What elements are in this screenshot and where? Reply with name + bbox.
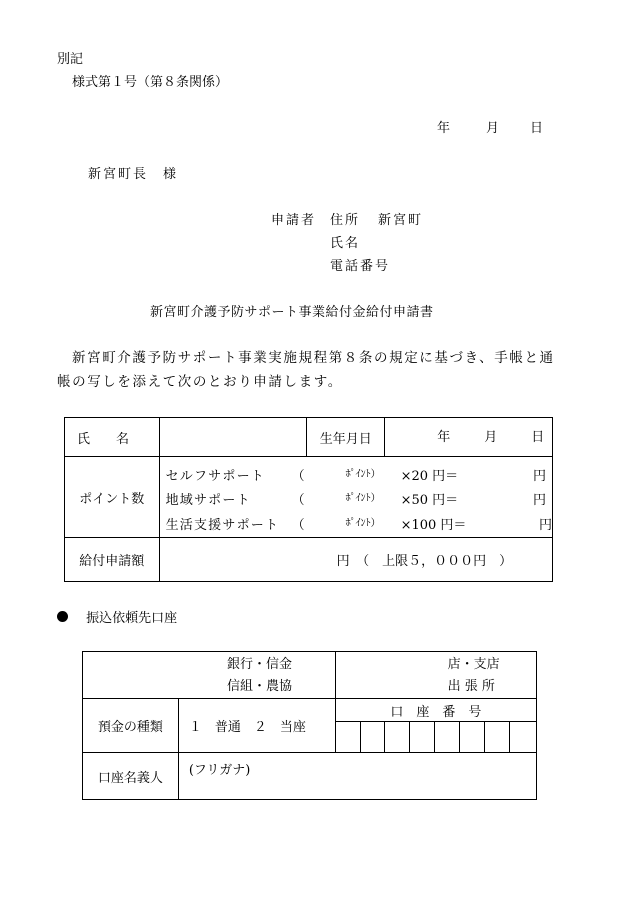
points-label-cell	[65, 457, 160, 538]
bank-heading: 振込依頼先口座	[86, 611, 178, 626]
holder-value-cell[interactable]	[178, 753, 536, 800]
account-number-label-cell	[335, 699, 536, 722]
name-label: 氏 名	[77, 431, 130, 447]
points-row-name: セルフサポート	[165, 469, 265, 484]
points-row	[165, 465, 546, 484]
application-table	[64, 417, 553, 582]
body-line-2: 帳の写しを添えて次のとおり申請します。	[57, 374, 343, 390]
points-row-paren: （	[291, 469, 305, 484]
points-row-paren: （	[291, 518, 305, 533]
phone-label: 電話番号	[330, 259, 391, 274]
deposit-options: １ 普通 ２ 当座	[188, 720, 306, 735]
birth-value-cell[interactable]	[385, 418, 553, 457]
amount-value: 円 （ 上限５，０００円 ）	[336, 554, 513, 569]
holder-label: 口座名義人	[97, 770, 163, 786]
amount-value-cell[interactable]	[159, 538, 552, 582]
account-digit-box[interactable]	[360, 722, 385, 753]
points-row-rate: ×100 円＝	[400, 518, 467, 533]
deposit-options-cell[interactable]	[178, 699, 335, 753]
name-label: 氏名	[330, 236, 361, 251]
account-digit-box[interactable]	[460, 722, 485, 753]
birth-day: 日	[531, 430, 545, 445]
account-number-label: 口 座 番 号	[390, 704, 482, 720]
points-row-unit: ﾎﾟｲﾝﾄ）	[345, 493, 381, 504]
points-row-unit: ﾎﾟｲﾝﾄ）	[345, 469, 381, 480]
points-row-rate: ×20 円＝	[400, 469, 459, 484]
holder-label-cell	[83, 753, 179, 800]
addressee: 新宮町長 様	[88, 167, 179, 182]
account-digit-box[interactable]	[385, 722, 410, 753]
points-row-name: 生活支援サポート	[165, 518, 280, 533]
amount-label-cell	[65, 538, 160, 582]
account-digit-box[interactable]	[410, 722, 435, 753]
amount-label: 給付申請額	[79, 554, 145, 569]
account-digit-box[interactable]	[509, 722, 536, 753]
form-number: 様式第１号（第８条関係）	[72, 75, 229, 90]
branch-name-cell[interactable]	[335, 652, 536, 699]
points-row-unit: ﾎﾟｲﾝﾄ）	[345, 518, 381, 529]
birth-label: 生年月日	[319, 431, 372, 447]
bullet-icon	[57, 611, 68, 622]
points-row-yen: 円	[532, 469, 546, 484]
name-label-cell	[65, 418, 160, 457]
address-value: 新宮町	[378, 213, 424, 228]
points-row-yen: 円	[532, 493, 546, 508]
date-month: 月	[486, 121, 500, 136]
points-row-paren: （	[291, 493, 305, 508]
branch-types-line-2: 出 張 所	[447, 679, 495, 694]
deposit-label: 預金の種類	[97, 720, 163, 735]
points-value-cell[interactable]	[159, 457, 552, 538]
birth-month: 月	[484, 430, 498, 445]
bank-types-line-2: 信組・農協	[227, 679, 293, 694]
appendix-label: 別記	[57, 52, 84, 67]
date-day: 日	[530, 121, 544, 136]
body-line-1: 新宮町介護予防サポート事業実施規程第８条の規定に基づき、手帳と通	[72, 350, 555, 366]
birth-year: 年	[437, 430, 451, 445]
branch-types-line-1: 店・支店	[447, 657, 500, 672]
document-title: 新宮町介護予防サポート事業給付金給付申請書	[150, 305, 434, 320]
account-digit-box[interactable]	[485, 722, 510, 753]
bank-types-line-1: 銀行・信金	[227, 657, 293, 672]
account-digit-box[interactable]	[335, 722, 360, 753]
points-row	[165, 489, 546, 508]
points-label: ポイント数	[79, 491, 145, 507]
points-row-rate: ×50 円＝	[400, 493, 459, 508]
furigana-label: (フリガナ)	[188, 763, 251, 778]
address-label: 住所	[330, 213, 361, 228]
date-year: 年	[437, 121, 451, 136]
applicant-label: 申請者	[271, 213, 317, 228]
points-row	[165, 514, 552, 533]
bank-heading-row	[57, 611, 177, 625]
name-value-cell[interactable]	[159, 418, 307, 457]
bank-name-cell[interactable]	[83, 652, 336, 699]
points-row-name: 地域サポート	[165, 493, 251, 508]
bank-table	[82, 651, 537, 800]
points-row-yen: 円	[538, 518, 552, 533]
deposit-label-cell	[83, 699, 179, 753]
birth-label-cell	[307, 418, 385, 457]
account-digit-box[interactable]	[435, 722, 460, 753]
